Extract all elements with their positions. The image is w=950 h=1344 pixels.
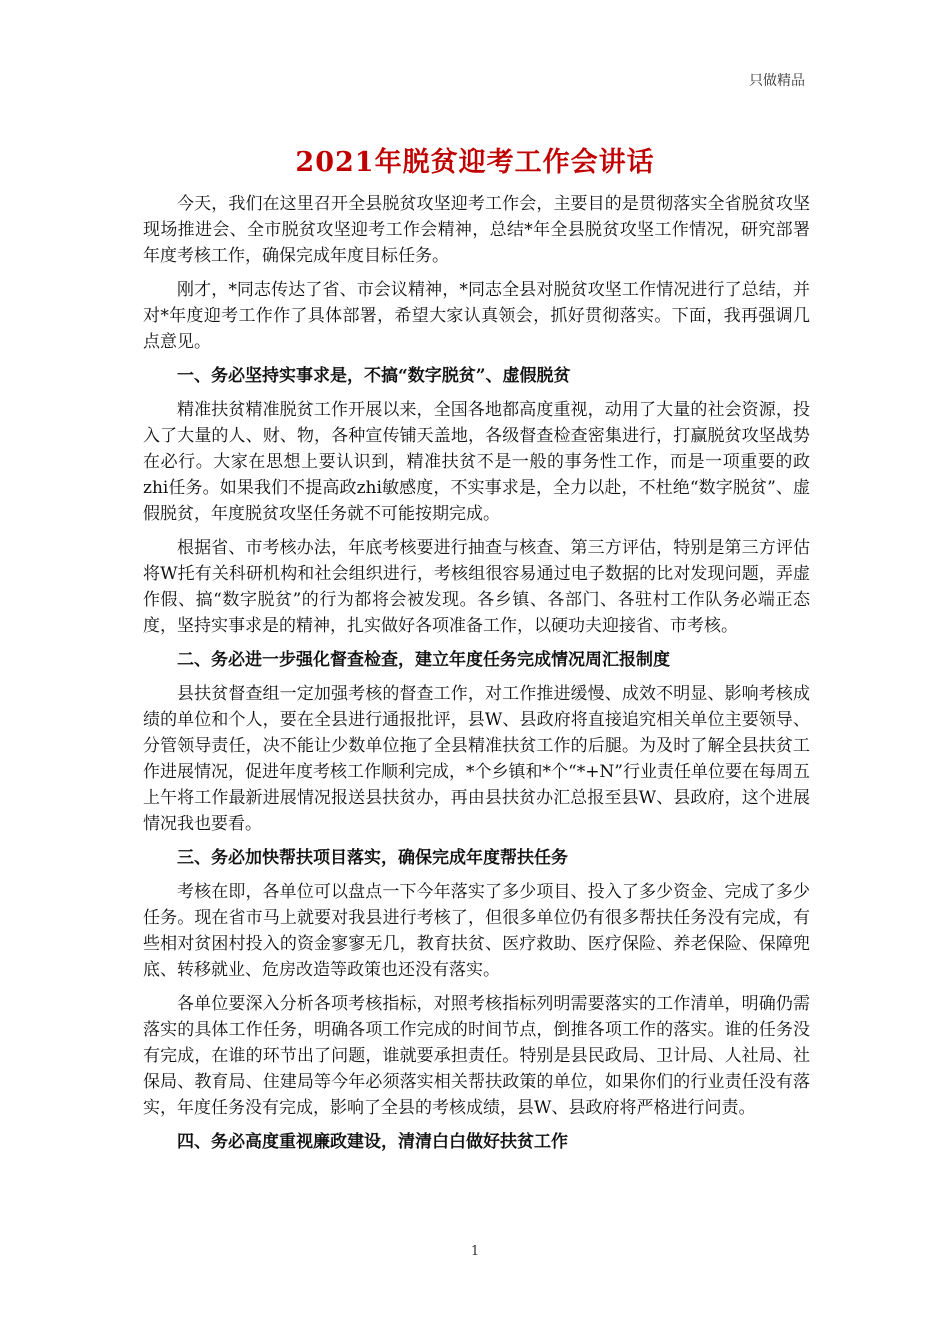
section-3-heading: 三、务必加快帮扶项目落实，确保完成年度帮扶任务 <box>177 848 568 868</box>
document-title: 2021年脱贫迎考工作会讲话 <box>295 147 655 178</box>
section-3-paragraph-2: 各单位要深入分析各项考核指标，对照考核指标列明需要落实的工作清单，明确仍需落实的具体工作任务，明确各项工作完成的时间节点，倒推各项工作的落实。谁的任务没有完成，在谁的环节出了问题，谁就要承担责任。特别是县民政局、卫计局、人社局、社保局、教育局、住建局等今年必须落实相关帮扶政策的单位，如果你们的行业责任没有落实，年度任务没有完成，影响了全县的考核成绩，县W、县政府将严格进行问责。 <box>143 994 810 1118</box>
intro-paragraph-1: 今天，我们在这里召开全县脱贫攻坚迎考工作会，主要目的是贯彻落实全省脱贫攻坚现场推进会、全市脱贫攻坚迎考工作会精神，总结*年全县脱贫攻坚工作情况，研究部署年度考核工作，确保完成年度目标任务。 <box>143 194 810 266</box>
page-number: 1 <box>470 1244 480 1259</box>
intro-paragraph-2: 刚才，*同志传达了省、市会议精神，*同志全县对脱贫攻坚工作情况进行了总结，并对*年度迎考工作作了具体部署，希望大家认真领会，抓好贯彻落实。下面，我再强调几点意见。 <box>143 280 810 352</box>
section-1-paragraph-1: 精准扶贫精准脱贫工作开展以来，全国各地都高度重视，动用了大量的社会资源，投入了大量的人、财、物，各种宣传铺天盖地，各级督查检查密集进行，打赢脱贫攻坚战势在必行。大家在思想上要认识到，精准扶贫不是一般的事务性工作，而是一项重要的政zhi任务。如果我们不提高政zhi敏感度，不实事求是，全力以赴，不杜绝“数字脱贫”、虚假脱贫，年度脱贫攻坚任务就不可能按期完成。 <box>143 400 810 524</box>
page-header-text: 只做精品 <box>749 73 805 89</box>
section-2-paragraph-1: 县扶贫督查组一定加强考核的督查工作，对工作推进缓慢、成效不明显、影响考核成绩的单位和个人，要在全县进行通报批评，县W、县政府将直接追究相关单位主要领导、分管领导责任，决不能让少数单位拖了全县精准扶贫工作的后腿。为及时了解全县扶贫工作进展情况，促进年度考核工作顺利完成，*个乡镇和*个“*+N”行业责任单位要在每周五上午将工作最新进展情况报送县扶贫办，再由县扶贫办汇总报至县W、县政府，这个进展情况我也要看。 <box>143 684 810 834</box>
section-1-paragraph-2: 根据省、市考核办法，年底考核要进行抽查与核查、第三方评估，特别是第三方评估将W托有关科研机构和社会组织进行，考核组很容易通过电子数据的比对发现问题，弄虚作假、搞“数字脱贫”的行为都将会被发现。各乡镇、各部门、各驻村工作队务必端正态度，坚持实事求是的精神，扎实做好各项准备工作，以硬功夫迎接省、市考核。 <box>143 538 810 636</box>
section-2-heading: 二、务必进一步强化督查检查，建立年度任务完成情况周汇报制度 <box>177 650 670 670</box>
section-4-heading: 四、务必高度重视廉政建设，清清白白做好扶贫工作 <box>177 1132 568 1152</box>
document-body <box>143 191 810 1163</box>
section-1-heading: 一、务必坚持实事求是，不搞“数字脱贫”、虚假脱贫 <box>177 366 571 386</box>
section-3-paragraph-1: 考核在即，各单位可以盘点一下今年落实了多少项目、投入了多少资金、完成了多少任务。现在省市马上就要对我县进行考核了，但很多单位仍有很多帮扶任务没有完成，有些相对贫困村投入的资金寥寥无几，教育扶贫、医疗救助、医疗保险、养老保险、保障兜底、转移就业、危房改造等政策也还没有落实。 <box>143 882 810 980</box>
